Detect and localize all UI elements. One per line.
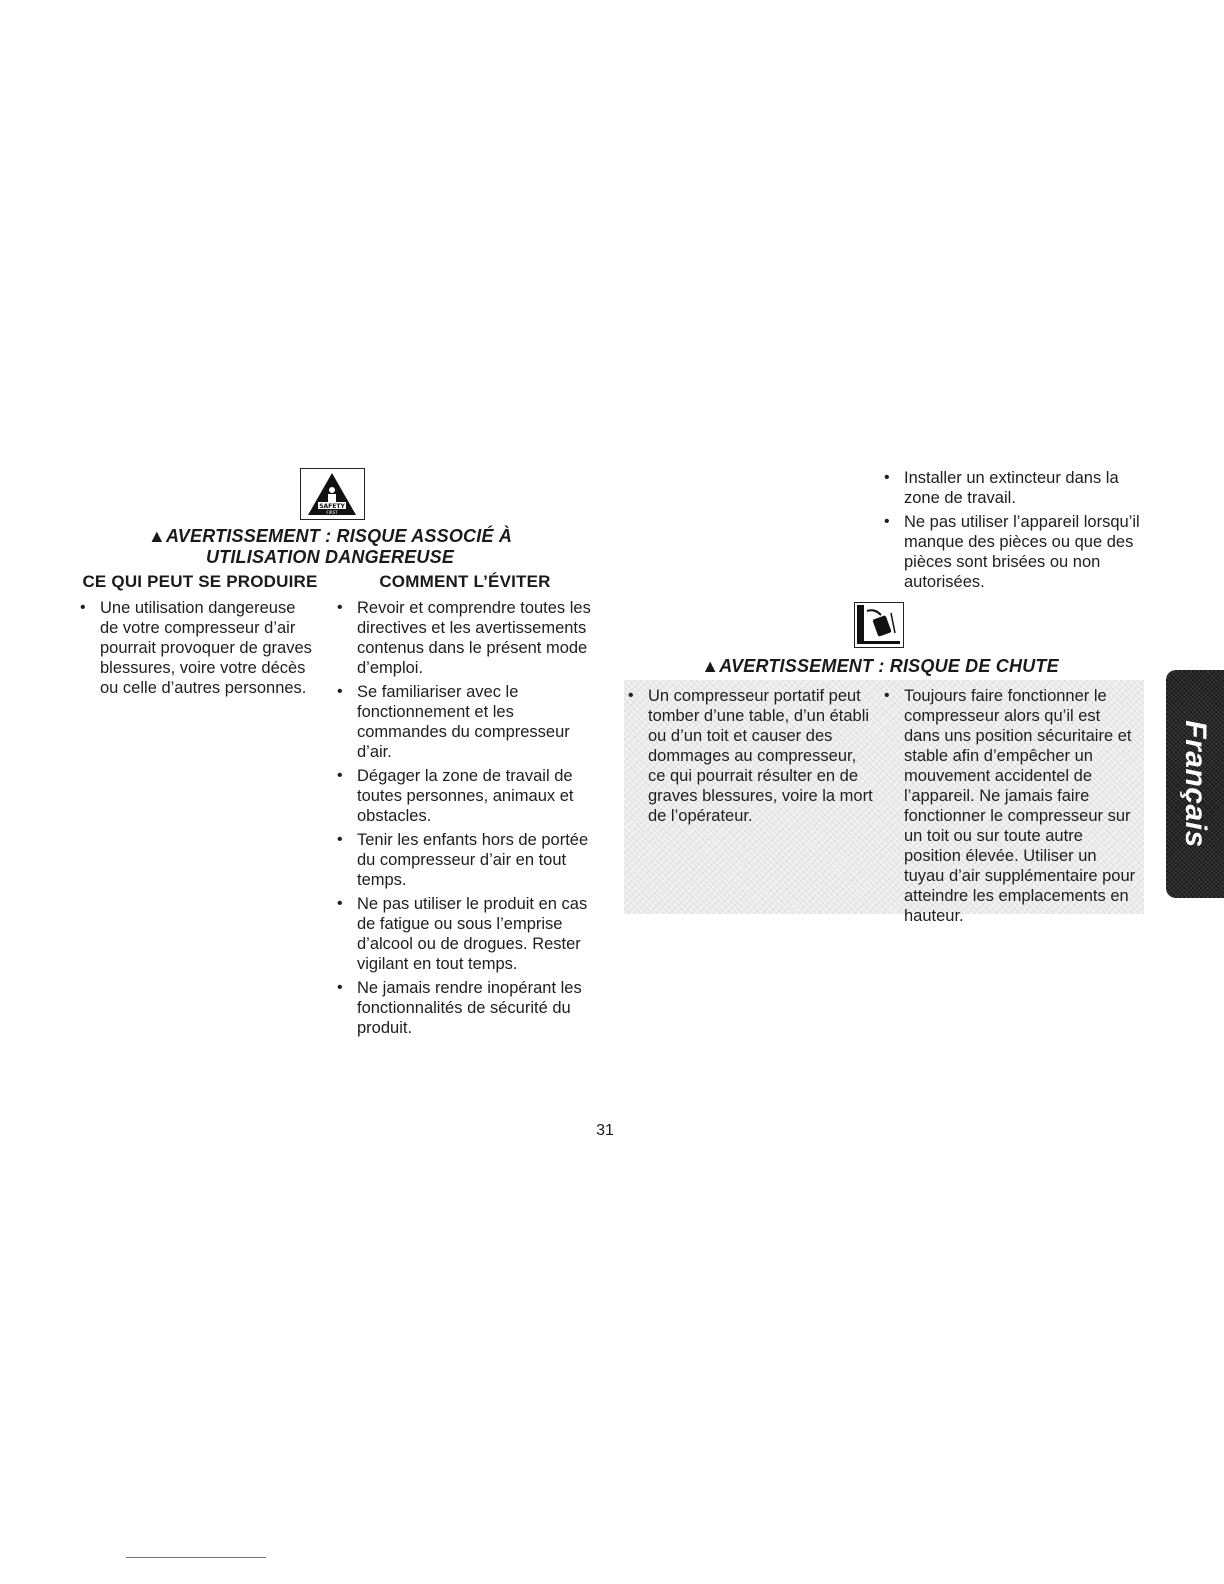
fall-hazard-icon	[854, 602, 904, 648]
left-col2-list	[331, 598, 593, 1042]
list-item: • Ne pas utiliser le produit en cas de fatigue ou sous l’emprise d’alcool ou de drogues. Rester vigilant en tout temps.	[331, 894, 593, 974]
list-item: • Dégager la zone de travail de toutes personnes, animaux et obstacles.	[331, 766, 593, 826]
list-item: • Un compresseur portatif peut tomber d’une table, d’un établi ou d’un toit et causer des dommages au compresseur, ce qui pourrait résulter en de graves blessures, voire la mort de l’opérateur.	[622, 686, 877, 826]
list-item: • Installer un extincteur dans la zone de travail.	[878, 468, 1148, 508]
warning-triangle-icon: ▲	[147, 526, 166, 546]
bottom-rule	[126, 1557, 266, 1558]
col-title-what-can-happen: CE QUI PEUT SE PRODUIRE	[82, 572, 318, 591]
right-warning-heading	[640, 656, 1120, 677]
left-heading-line1: AVERTISSEMENT : RISQUE ASSOCIÉ À	[165, 526, 513, 546]
page-number: 31	[596, 1122, 614, 1139]
side-tab-label: Français	[1179, 720, 1212, 848]
right-col2-list	[878, 686, 1140, 930]
list-item: • Revoir et comprendre toutes les directives et les avertissements contenus dans le présent mode d’emploi.	[331, 598, 593, 678]
safety-icon-label-top: SAFETY	[319, 503, 345, 510]
right-heading-text: AVERTISSEMENT : RISQUE DE CHUTE	[719, 656, 1059, 676]
warning-triangle-icon: ▲	[701, 656, 720, 676]
list-item: • Tenir les enfants hors de portée du compresseur d’air en tout temps.	[331, 830, 593, 890]
left-heading-line2: UTILISATION DANGEREUSE	[205, 547, 455, 567]
list-item: • Une utilisation dangereuse de votre compresseur d’air pourrait provoquer de graves blessures, voire votre décès ou celle d’autres personnes.	[74, 598, 314, 698]
language-side-tab	[1166, 670, 1224, 898]
list-item: • Toujours faire fonctionner le compresseur alors qu’il est dans uns position sécuritaire et stable afin d’empêcher un mouvement accidentel de l’appareil. Ne jamais faire fonctionner le compresseur sur un toit ou sur toute autre position élevée. Utiliser un tuyau d’air supplémentaire pour atteindre les emplacements en hauteur.	[878, 686, 1140, 926]
safety-first-icon	[300, 468, 365, 520]
left-col1-list	[74, 598, 314, 702]
safety-icon-label-bottom: FIRST	[326, 510, 338, 515]
list-item: • Ne pas utiliser l’appareil lorsqu’il manque des pièces ou que des pièces sont brisées ou non autorisées.	[878, 512, 1148, 592]
right-top-list	[878, 468, 1148, 596]
col-title-how-to-avoid: COMMENT L’ÉVITER	[379, 572, 551, 591]
list-item: • Se familiariser avec le fonctionnement et les commandes du compresseur d’air.	[331, 682, 593, 762]
list-item: • Ne jamais rendre inopérant les fonctionnalités de sécurité du produit.	[331, 978, 593, 1038]
left-warning-heading	[100, 526, 560, 568]
right-col1-list	[622, 686, 877, 830]
